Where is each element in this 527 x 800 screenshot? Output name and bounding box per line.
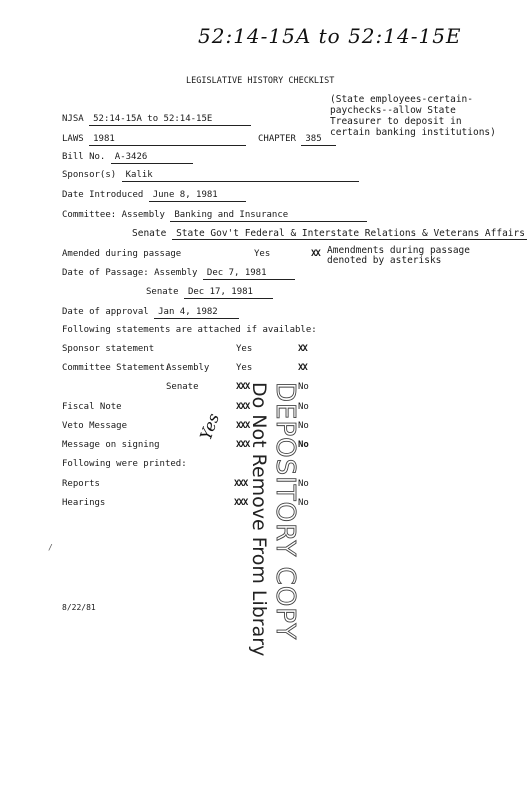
bill-value: A-3426 — [111, 152, 193, 164]
passage-assembly-label: Assembly — [154, 268, 198, 278]
approval-label: Date of approval — [62, 307, 149, 317]
chapter-value: 385 — [301, 134, 336, 146]
passage-senate-field — [146, 287, 273, 299]
passage-label: Date of Passage: — [62, 268, 149, 278]
laws-value: 1981 — [89, 134, 246, 146]
sponsor-statement-yes: Yes — [236, 344, 253, 354]
hearings-label: Hearings — [62, 498, 106, 508]
sponsor-label: Sponsor(s) — [62, 170, 117, 180]
committee-senate-label: Senate — [132, 228, 167, 239]
veto-message-no: No — [298, 421, 309, 431]
passage-senate-label: Senate — [146, 287, 179, 297]
committee-assembly-label: Assembly — [121, 210, 165, 220]
hearings-no: No — [298, 498, 309, 508]
veto-message-label: Veto Message — [62, 421, 128, 431]
committee-statement-yes: Yes — [236, 363, 253, 373]
committee-label: Committee: — [62, 210, 117, 220]
date-introduced-label: Date Introduced — [62, 190, 144, 200]
message-signing-no: No — [298, 440, 309, 450]
handwritten-header: 52:14-15A to 52:14-15E — [198, 24, 462, 48]
veto-message-yes: XXX — [236, 421, 250, 431]
page-title: LEGISLATIVE HISTORY CHECKLIST — [186, 76, 335, 86]
printed-heading: Following were printed: — [62, 459, 187, 469]
committee-senate-sub: Senate — [166, 382, 199, 392]
summary-line: (State employees-certain- — [330, 94, 473, 105]
summary-line: paychecks--allow State — [330, 105, 456, 116]
approval-value: Jan 4, 1982 — [154, 307, 239, 319]
stamp-line-2: Do Not Remove From Library — [248, 382, 270, 657]
committee-senate-no: No — [298, 382, 309, 392]
amended-no-mark: XX — [311, 249, 320, 259]
committee-statement-sub: Assembly — [166, 363, 210, 373]
passage-senate-value: Dec 17, 1981 — [184, 287, 273, 299]
stamp-line-1: DEPOSITORY COPY — [270, 382, 300, 641]
message-signing-yes: XXX — [236, 440, 250, 450]
reports-yes: XXX — [234, 479, 248, 489]
amended-yes: Yes — [254, 249, 271, 259]
fiscal-note-label: Fiscal Note — [62, 402, 122, 412]
njsa-value: 52:14-15A to 52:14-15E — [89, 114, 251, 126]
fiscal-note-yes: XXX — [236, 402, 250, 412]
fiscal-note-no: No — [298, 402, 309, 412]
date-introduced-value: June 8, 1981 — [149, 190, 246, 202]
chapter-field — [258, 134, 336, 146]
sponsor-value: Kalik — [122, 170, 359, 182]
amended-label: Amended during passage — [62, 249, 182, 259]
sponsor-statement-no: XX — [298, 344, 307, 354]
depository-stamp — [248, 382, 300, 657]
chapter-label: CHAPTER — [258, 134, 296, 144]
summary-note — [330, 94, 496, 138]
reports-label: Reports — [62, 479, 100, 489]
hearings-yes: XXX — [234, 498, 248, 508]
njsa-label: NJSA — [62, 114, 84, 124]
laws-field — [62, 134, 246, 146]
committee-statement-label: Committee Statement: — [62, 363, 171, 373]
stray-mark: / — [48, 543, 53, 552]
laws-label: LAWS — [62, 134, 84, 144]
committee-statement-no: XX — [298, 363, 307, 373]
attached-heading: Following statements are attached if available: — [62, 325, 317, 335]
committee-senate-value: State Gov't Federal & Interstate Relations & Veterans Affairs — [172, 228, 527, 240]
committee-assembly-field — [62, 210, 367, 222]
reports-no: No — [298, 479, 309, 489]
njsa-field — [62, 114, 251, 126]
amended-note — [327, 246, 470, 266]
bill-label: Bill No. — [62, 152, 106, 162]
passage-assembly-field — [62, 268, 295, 280]
sponsor-statement-label: Sponsor statement — [62, 344, 155, 354]
summary-line: Treasurer to deposit in — [330, 116, 462, 127]
bill-field — [62, 152, 193, 164]
passage-assembly-value: Dec 7, 1981 — [203, 268, 295, 280]
amended-note-line: Amendments during passage — [327, 245, 470, 256]
committee-senate-field — [132, 228, 527, 240]
committee-assembly-value: Banking and Insurance — [170, 210, 367, 222]
summary-line: certain banking institutions) — [330, 127, 496, 138]
amended-note-line: denoted by asterisks — [327, 255, 442, 266]
date-introduced-field — [62, 190, 246, 202]
approval-field — [62, 307, 239, 319]
footer-date: 8/22/81 — [62, 603, 96, 612]
sponsor-field — [62, 170, 359, 182]
message-signing-hand: Yes — [196, 410, 224, 443]
message-signing-label: Message on signing — [62, 440, 160, 450]
committee-senate-yes: XXX — [236, 382, 250, 392]
